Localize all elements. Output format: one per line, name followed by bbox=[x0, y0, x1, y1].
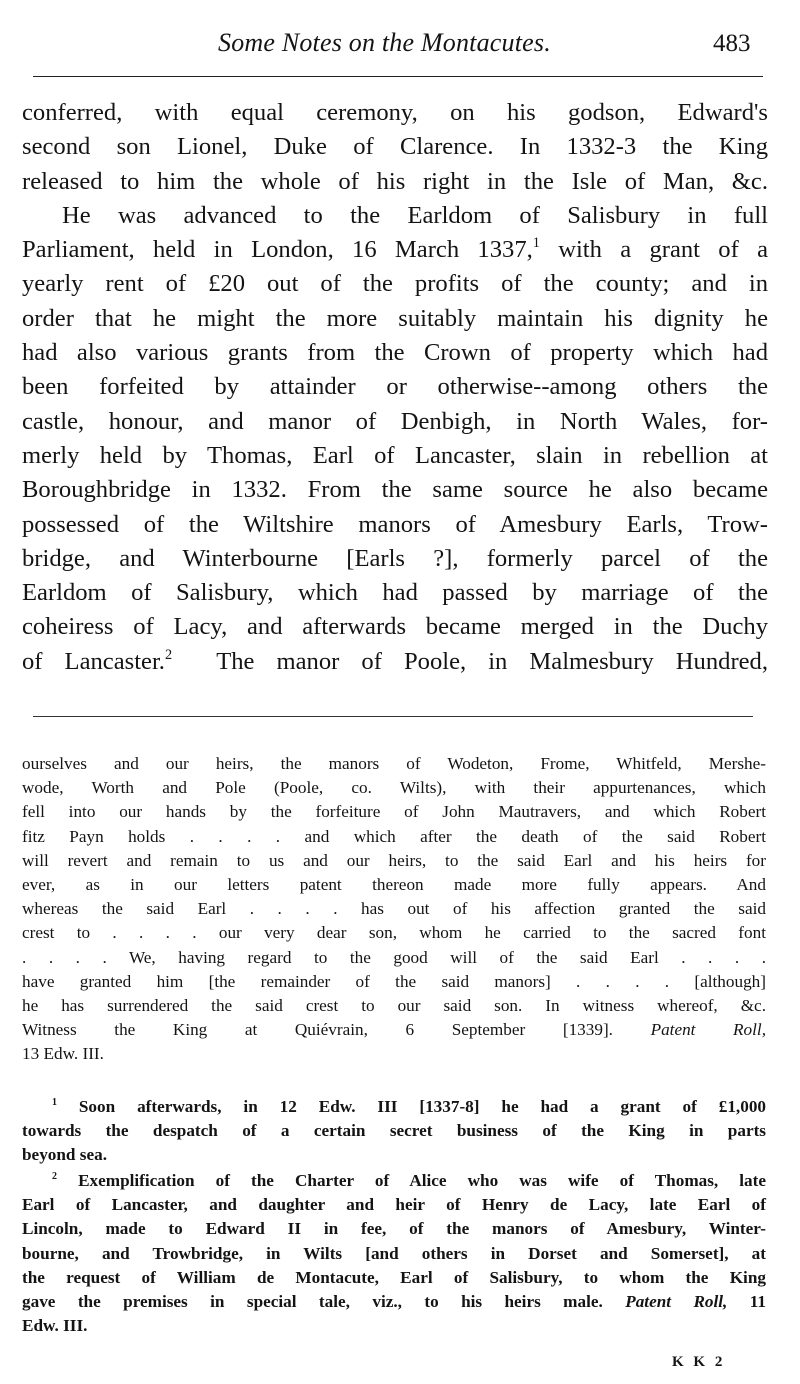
note-line: have granted him [the remainder of the said manors] . . . . [although] bbox=[22, 971, 766, 991]
footnote-segment: Exemplification of the Charter of Alice who was wife of Thomas, late bbox=[78, 1171, 766, 1190]
note-line: ever, as in our letters patent thereon made more fully appears. And bbox=[22, 874, 766, 894]
page-number: 483 bbox=[713, 30, 751, 57]
note-line: he has surrendered the said crest to our said son. In witness whereof, &c. bbox=[22, 995, 766, 1015]
note-line: fitz Payn holds . . . . and which after the death of the said Robert bbox=[22, 826, 766, 846]
body-segment: with a grant of a bbox=[558, 236, 768, 264]
footnote-segment: gave the premises in special tale, viz., to his heirs male. bbox=[22, 1291, 603, 1311]
footnote-marker: 2 bbox=[52, 1171, 57, 1183]
footnote-segment: Soon afterwards, in 12 Edw. III [1337-8] he had a grant of £1,000 bbox=[78, 1097, 767, 1116]
footnote-line: bourne, and Trowbridge, in Wilts [and others in Dorset and Somerset], at bbox=[22, 1243, 766, 1263]
body-line: conferred, with equal ceremony, on his godson, Edward's bbox=[22, 99, 768, 126]
footnote-line bbox=[22, 1169, 766, 1193]
body-line: Boroughbridge in 1332. From the same source he also became bbox=[22, 476, 768, 504]
note-line: 13 Edw. III. bbox=[22, 1044, 104, 1064]
body-line: been forfeited by attainder or otherwise--among others the bbox=[22, 373, 768, 401]
body-line: yearly rent of £20 out of the profits of the county; and in bbox=[22, 270, 768, 298]
note-line bbox=[22, 1018, 766, 1042]
footnote-line bbox=[22, 1290, 766, 1314]
body-line: possessed of the Wiltshire manors of Amesbury Earls, Trow- bbox=[22, 510, 768, 538]
footnote-line bbox=[22, 1095, 766, 1119]
note-segment: Witness the King at Quiévrain, 6 September [1339]. bbox=[22, 1020, 613, 1040]
footnote-ref-1: 1 bbox=[532, 235, 540, 252]
footnote-1 bbox=[22, 1095, 766, 1168]
footnote-2 bbox=[22, 1169, 766, 1338]
footnote-line: Earl of Lancaster, and daughter and heir of Henry de Lacy, late Earl of bbox=[22, 1195, 766, 1215]
footnote-line: towards the despatch of a certain secret business of the King in parts bbox=[22, 1121, 766, 1141]
signature-mark: K K 2 bbox=[672, 1354, 726, 1370]
footnote-line: Lincoln, made to Edward II in fee, of the manors of Amesbury, Winter- bbox=[22, 1219, 766, 1239]
running-title: Some Notes on the Montacutes. bbox=[218, 28, 551, 57]
footnote-rule bbox=[33, 716, 753, 717]
body-line: Earldom of Salisbury, which had passed by marriage of the bbox=[22, 579, 768, 607]
body-line: castle, honour, and manor of Denbigh, in North Wales, for- bbox=[22, 407, 768, 435]
body-line bbox=[22, 645, 768, 679]
note-line: whereas the said Earl . . . . has out of his affection granted the said bbox=[22, 899, 766, 919]
footnote-line: beyond sea. bbox=[22, 1145, 107, 1165]
note-line: fell into our hands by the forfeiture of John Mautravers, and which Robert bbox=[22, 802, 766, 822]
header-rule bbox=[33, 76, 763, 77]
source-citation: Patent Roll, bbox=[625, 1291, 728, 1311]
body-line: second son Lionel, Duke of Clarence. In 1332-3 the King bbox=[22, 133, 768, 161]
source-citation: Patent Roll, bbox=[650, 1020, 766, 1040]
body-line: had also various grants from the Crown of property which had bbox=[22, 339, 768, 367]
note-line: wode, Worth and Pole (Poole, co. Wilts), with their appurtenances, which bbox=[22, 778, 766, 798]
running-head bbox=[0, 28, 800, 68]
body-segment: of Lancaster. bbox=[22, 647, 165, 675]
footnote-ref-2: 2 bbox=[164, 646, 173, 663]
body-line: merly held by Thomas, Earl of Lancaster, slain in rebellion at bbox=[22, 441, 768, 469]
footnote-continuation bbox=[22, 752, 766, 1066]
note-line: . . . . We, having regard to the good will of the said Earl . . . . bbox=[22, 947, 766, 967]
footnote-marker: 1 bbox=[52, 1097, 57, 1109]
body-line: released to him the whole of his right in the Isle of Man, &c. bbox=[22, 167, 768, 195]
body-segment: The manor of Poole, in Malmesbury Hundred, bbox=[216, 647, 768, 675]
body-line: He was advanced to the Earldom of Salisbury in full bbox=[62, 201, 768, 229]
footnote-line: the request of William de Montacute, Earl of Salisbury, to whom the King bbox=[22, 1267, 766, 1287]
body-line: order that he might the more suitably maintain his dignity he bbox=[22, 304, 768, 332]
body-line: bridge, and Winterbourne [Earls ?], formerly parcel of the bbox=[22, 544, 768, 572]
note-line: will revert and remain to us and our heirs, to the said Earl and his heirs for bbox=[22, 850, 766, 870]
body-line: coheiress of Lacy, and afterwards became merged in the Duchy bbox=[22, 613, 768, 641]
body-line bbox=[22, 233, 768, 267]
body-text bbox=[22, 96, 768, 679]
footnote-line: Edw. III. bbox=[22, 1316, 88, 1336]
footnote-segment: 11 bbox=[749, 1291, 766, 1311]
body-segment: Parliament, held in London, 16 March 1337, bbox=[22, 236, 533, 264]
note-line: ourselves and our heirs, the manors of Wodeton, Frome, Whitfeld, Mershe- bbox=[22, 754, 766, 773]
note-line: crest to . . . . our very dear son, whom he carried to the sacred font bbox=[22, 923, 766, 943]
